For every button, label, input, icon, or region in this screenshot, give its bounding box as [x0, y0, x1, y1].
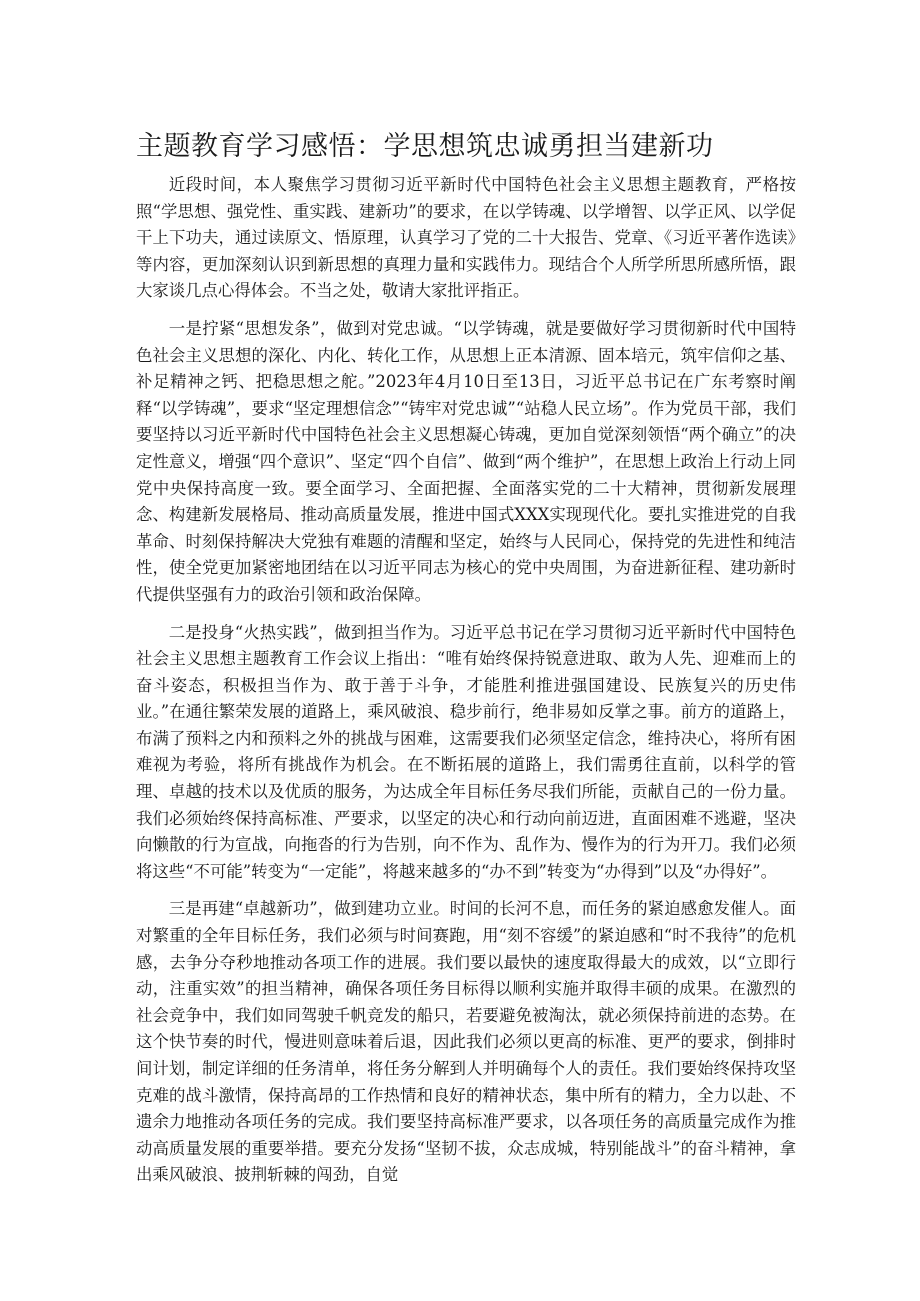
document-title: 主题教育学习感悟：学思想筑忠诚勇担当建新功 [136, 131, 714, 162]
paragraph-point-one: 一是拧紧“思想发条”，做到对党忠诚。“以学铸魂，就是要做好学习贯彻新时代中国特色社会主义思想的深化、内化、转化工作，从思想上正本清源、固本培元，筑牢信仰之基、补足精神之钙、把稳思想之舵。”2023年4月10日至13日，习近平总书记在广东考察时阐释“以学铸魂”，要求“坚定理想信念”“铸牢对党忠诚”“站稳人民立场”。作为党员干部，我们要坚持以习近平新时代中国特色社会主义思想凝心铸魂，更加自觉深刻领悟“两个确立”的决定性意义，增强“四个意识”、坚定“四个自信”、做到“两个维护”，在思想上政治上行动上同党中央保持高度一致。要全面学习、全面把握、全面落实党的二十大精神，贯彻新发展理念、构建新发展格局、推动高质量发展，推进中国式XXX实现现代化。要扎实推进党的自我革命、时刻保持解决大党独有难题的清醒和坚定，始终与人民同心，保持党的先进性和纯洁性，使全党更加紧密地团结在以习近平同志为核心的党中央周围，为奋进新征程、建功新时代提供坚强有力的政治引领和政治保障。 [136, 318, 796, 604]
paragraph-intro: 近段时间，本人聚焦学习贯彻习近平新时代中国特色社会主义思想主题教育，严格按照“学思想、强党性、重实践、建新功”的要求，在以学铸魂、以学增智、以学正风、以学促干上下功夫，通过读原文、悟原理，认真学习了党的二十大报告、党章、《习近平著作选读》等内容，更加深刻认识到新思想的真理力量和实践伟力。现结合个人所学所思所感所悟，跟大家谈几点心得体会。不当之处，敬请大家批评指正。 [136, 175, 796, 301]
paragraph-point-two: 二是投身“火热实践”，做到担当作为。习近平总书记在学习贯彻习近平新时代中国特色社会主义思想主题教育工作会议上指出：“唯有始终保持锐意进取、敢为人先、迎难而上的奋斗姿态，积极担当作为、敢于善于斗争，才能胜利推进强国建设、民族复兴的历史伟业。”在通往繁荣发展的道路上，乘风破浪、稳步前行，绝非易如反掌之事。前方的道路上，布满了预料之内和预料之外的挑战与困难，这需要我们必须坚定信念，维持决心，将所有困难视为考验，将所有挑战作为机会。在不断拓展的道路上，我们需勇往直前，以科学的管理、卓越的技术以及优质的服务，为达成全年目标任务尽我们所能，贡献自己的一份力量。我们必须始终保持高标准、严要求，以坚定的决心和行动向前迈进，直面困难不逃避，坚决向懒散的行为宣战，向拖沓的行为告别，向不作为、乱作为、慢作为的行为开刀。我们必须将这些“不可能”转变为“一定能”，将越来越多的“办不到”转变为“办得到”以及“办得好”。 [136, 622, 796, 881]
document-page [136, 128, 796, 1200]
paragraph-point-three: 三是再建“卓越新功”，做到建功立业。时间的长河不息，而任务的紧迫感愈发催人。面对繁重的全年目标任务，我们必须与时间赛跑，用“刻不容缓”的紧迫感和“时不我待”的危机感，去争分夺秒地推动各项工作的进展。我们要以最快的速度取得最大的成效，以“立即行动，注重实效”的担当精神，确保各项任务目标得以顺利实施并取得丰硕的成果。在激烈的社会竞争中，我们如同驾驶千帆竞发的船只，若要避免被淘汰，就必须保持前进的态势。在这个快节奏的时代，慢进则意味着后退，因此我们必须以更高的标准、更严的要求，倒排时间计划，制定详细的任务清单，将任务分解到人并明确每个人的责任。我们要始终保持攻坚克难的战斗激情，保持高昂的工作热情和良好的精神状态，集中所有的精力，全力以赴、不遗余力地推动各项任务的完成。我们要坚持高标准严要求，以各项任务的高质量完成作为推动高质量发展的重要举措。要充分发扬“坚韧不拔，众志成城，特别能战斗”的奋斗精神，拿出乘风破浪、披荆斩棘的闯劲，自觉 [136, 899, 796, 1185]
